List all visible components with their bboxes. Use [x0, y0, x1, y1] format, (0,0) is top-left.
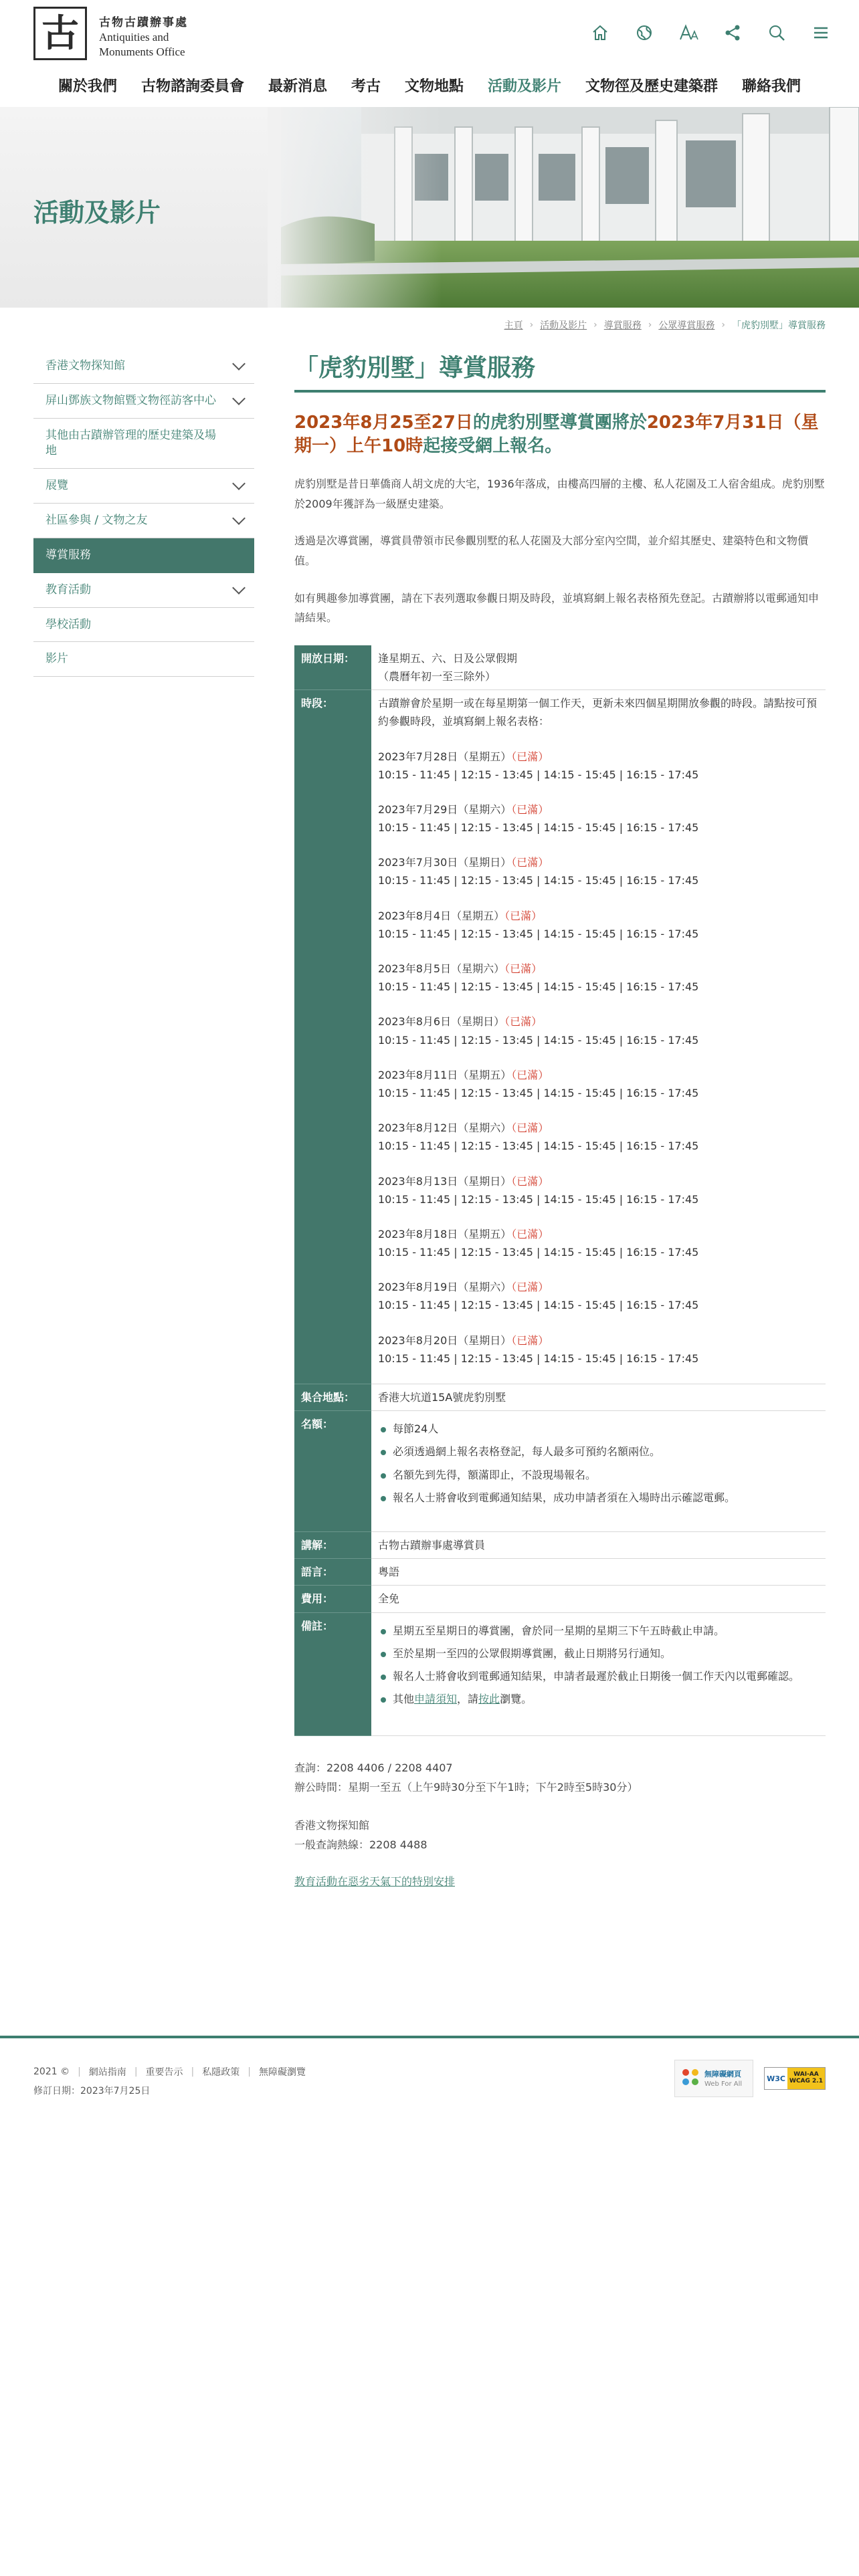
full-status-badge: （已滿） [504, 909, 543, 922]
nav-advisory-board[interactable]: 古物諮詢委員會 [140, 78, 244, 95]
full-status-badge: （已滿） [504, 962, 543, 975]
nav-heritage-sites[interactable]: 文物地點 [405, 78, 464, 95]
sidebar-item-label: 香港文物探知館 [45, 359, 125, 372]
sidebar-item-label: 學校活動 [45, 617, 91, 631]
list-item: 報名人士將會收到電郵通知結果，成功申請者須在入場時出示確認電郵。 [378, 1489, 819, 1507]
font-size-icon[interactable] [677, 21, 700, 44]
globe-icon[interactable] [633, 21, 656, 44]
sidebar [33, 349, 254, 677]
session-times: 10:15 - 11:45 | 12:15 - 13:45 | 14:15 - 15:45 | 16:15 - 17:45 [378, 1299, 699, 1312]
site-footer [0, 2036, 859, 2189]
guide-value: 古物古蹟辦事處導賞員 [371, 1531, 826, 1558]
session-date[interactable]: 2023年8月13日（星期日） [378, 1174, 512, 1188]
full-status-badge: （已滿） [511, 1068, 549, 1081]
quota-list [378, 1420, 819, 1507]
wcag-label: WAI-AA WCAG 2.1 [787, 2068, 825, 2089]
table-row [294, 1411, 826, 1532]
breadcrumb [504, 318, 826, 332]
click-here-link[interactable]: 按此 [478, 1693, 500, 1706]
session-times: 10:15 - 11:45 | 12:15 - 13:45 | 14:15 - 15:45 | 16:15 - 17:45 [378, 1192, 699, 1206]
nav-activities[interactable]: 活動及影片 [488, 78, 562, 95]
registration-paragraph: 如有興趣參加導賞團，請在下表列選取參觀日期及時段，並填寫網上報名表格預先登記。古蹟辦將以電郵通知申請結果。 [294, 591, 820, 625]
open-days-line-2: （農曆年初一至三除外） [378, 669, 496, 683]
session-slot [378, 1225, 819, 1261]
session-date[interactable]: 2023年8月20日（星期日） [378, 1333, 512, 1347]
nav-about[interactable]: 關於我們 [58, 78, 117, 95]
nav-heritage-trails[interactable]: 文物徑及歷史建築群 [585, 78, 719, 95]
table-row [294, 1531, 826, 1558]
session-date-line [378, 1172, 819, 1190]
full-status-badge: （已滿） [511, 750, 549, 763]
session-slot [378, 800, 819, 837]
nav-contact[interactable]: 聯絡我們 [742, 78, 801, 95]
session-date-line [378, 853, 819, 871]
fee-value: 全免 [371, 1586, 826, 1612]
announcement-headline [294, 411, 826, 458]
session-slot [378, 1331, 819, 1368]
revision-date: 修訂日期：2023年7月25日 [33, 2086, 151, 2097]
sessions-label: 時段： [294, 690, 371, 1384]
list-item: 星期五至星期日的導賞團，會於同一星期的星期三下午五時截止申請。 [378, 1622, 819, 1640]
session-slot-list [378, 748, 819, 1380]
sidebar-item-label: 屏山鄧族文物館暨文物徑訪客中心 [45, 393, 216, 407]
contact-info [294, 1759, 826, 1854]
chevron-down-icon[interactable] [232, 393, 246, 406]
sidebar-item-guided-tours[interactable] [33, 538, 254, 573]
session-slot [378, 907, 819, 943]
sidebar-item-discovery-centre[interactable] [33, 349, 254, 384]
session-times: 10:15 - 11:45 | 12:15 - 13:45 | 14:15 - 15:45 | 16:15 - 17:45 [378, 1246, 699, 1259]
crumb-current: 「虎豹別墅」導賞服務 [732, 320, 826, 331]
sidebar-item-other-historic-buildings[interactable] [33, 419, 254, 469]
logo-cn: 古物古蹟辦事處 [99, 16, 188, 29]
page-title: 「虎豹別墅」導賞服務 [294, 349, 826, 393]
language-label: 語言： [294, 1559, 371, 1586]
guide-label: 講解： [294, 1531, 371, 1558]
session-date-line [378, 960, 819, 978]
crumb-sep-icon: › [721, 320, 725, 330]
crumb-sep-icon: › [529, 320, 534, 330]
application-notes-link[interactable]: 申請須知 [414, 1693, 458, 1706]
full-status-badge: （已滿） [504, 1015, 543, 1029]
crumb-guided-tours[interactable]: 導賞服務 [603, 320, 642, 331]
main-content [294, 349, 826, 1889]
tour-info-table [294, 645, 826, 1737]
language-value: 粵語 [371, 1559, 826, 1586]
wcag-badge[interactable] [764, 2067, 826, 2090]
crumb-sep-icon: › [593, 320, 597, 330]
session-date-line [378, 800, 819, 819]
list-item: 必須透過網上報名表格登記，每人最多可預約名額兩位。 [378, 1442, 819, 1461]
session-date-line [378, 1225, 819, 1243]
session-times: 10:15 - 11:45 | 12:15 - 13:45 | 14:15 - 15:45 | 16:15 - 17:45 [378, 980, 699, 994]
web-for-all-badge[interactable] [674, 2060, 753, 2097]
chevron-down-icon[interactable] [232, 477, 246, 490]
main-nav [0, 74, 859, 100]
session-times: 10:15 - 11:45 | 12:15 - 13:45 | 14:15 - 15:45 | 16:15 - 17:45 [378, 874, 699, 887]
session-date-line [378, 1278, 819, 1296]
list-item: 至於星期一至四的公眾假期導賞團，截止日期將另行通知。 [378, 1644, 819, 1662]
session-date[interactable]: 2023年8月19日（星期六） [378, 1281, 512, 1294]
session-slot [378, 960, 819, 996]
remarks-list [378, 1622, 819, 1709]
session-date[interactable]: 2023年8月12日（星期六） [378, 1121, 512, 1135]
list-item: 每節24人 [378, 1420, 819, 1438]
sidebar-item-label: 社區參與 / 文物之友 [45, 513, 148, 527]
sidebar-item-ping-shan-gallery[interactable] [33, 384, 254, 419]
nav-news[interactable]: 最新消息 [268, 78, 327, 95]
table-row [294, 645, 826, 690]
session-date[interactable]: 2023年8月18日（星期五） [378, 1227, 512, 1241]
footer-link-sitemap[interactable]: 網站指南 [88, 2067, 126, 2078]
session-date[interactable]: 2023年7月28日（星期五） [378, 750, 512, 763]
table-row [294, 1586, 826, 1612]
sidebar-item-label: 教育活動 [45, 582, 91, 597]
logo-en-1: Antiquities and [99, 31, 169, 44]
fee-label: 費用： [294, 1586, 371, 1612]
sidebar-item-community[interactable] [33, 504, 254, 538]
chevron-down-icon[interactable] [232, 512, 246, 525]
list-item [378, 1690, 819, 1708]
general-enquiry: 一般查詢熱線：2208 4488 [294, 1838, 427, 1851]
page-banner [0, 107, 859, 308]
session-date-line [378, 1066, 819, 1084]
banner-title: 活動及影片 [33, 198, 161, 227]
table-row [294, 690, 826, 1384]
session-slot [378, 1172, 819, 1208]
full-status-badge: （已滿） [511, 1121, 549, 1135]
session-slot [378, 1012, 819, 1049]
open-days-value [371, 645, 826, 690]
session-date-line [378, 1119, 819, 1137]
footer-badges [674, 2060, 826, 2097]
logo[interactable] [33, 7, 87, 60]
chevron-down-icon[interactable] [232, 358, 246, 371]
badge-subtitle: Web For All [704, 2080, 743, 2088]
table-row [294, 1612, 826, 1736]
banner-fade [268, 107, 442, 308]
crumb-sep-icon: › [648, 320, 652, 330]
sessions-intro: 古蹟辦會於星期一或在每星期第一個工作天，更新未來四個星期開放參觀的時段。請點按可預約參觀時段，並填寫網上報名表格： [378, 697, 818, 728]
bad-weather-arrangements-link[interactable]: 教育活動在惡劣天氣下的特別安排 [294, 1875, 456, 1889]
session-times: 10:15 - 11:45 | 12:15 - 13:45 | 14:15 - 15:45 | 16:15 - 17:45 [378, 1140, 699, 1153]
session-times: 10:15 - 11:45 | 12:15 - 13:45 | 14:15 - 15:45 | 16:15 - 17:45 [378, 1086, 699, 1099]
session-times: 10:15 - 11:45 | 12:15 - 13:45 | 14:15 - 15:45 | 16:15 - 17:45 [378, 768, 699, 781]
footer-link-privacy[interactable]: 私隱政策 [202, 2067, 240, 2078]
session-date[interactable]: 2023年8月11日（星期五） [378, 1068, 512, 1081]
sidebar-item-exhibitions[interactable] [33, 469, 254, 504]
sidebar-item-label: 其他由古蹟辦管理的歷史建築及場地 [45, 428, 216, 457]
tour-paragraph: 透過是次導賞團，導賞員帶領市民參觀別墅的私人花園及大部分室內空間，並介紹其歷史、建築特色和文物價值。 [294, 534, 809, 567]
search-icon[interactable] [765, 21, 788, 44]
header-tools [589, 21, 832, 44]
session-slot [378, 748, 819, 784]
web-for-all-icon [680, 2067, 700, 2087]
sessions-value [371, 690, 826, 1384]
headline-open-date: 2023年7月31日（星期一）上午10時 [294, 413, 819, 457]
copyright: 2021 © [33, 2066, 70, 2077]
chevron-down-icon[interactable] [232, 581, 246, 595]
full-status-badge: （已滿） [511, 1174, 549, 1188]
footer-separator: | [134, 2066, 138, 2077]
list-item: 名額先到先得，額滿即止，不設現場報名。 [378, 1466, 819, 1484]
logo-glyph: 古 [41, 11, 79, 56]
sidebar-item-videos[interactable] [33, 642, 254, 677]
remark-text: 瀏覽。 [500, 1693, 533, 1706]
footer-links [33, 2065, 306, 2078]
footer-link-accessibility[interactable]: 無障礙瀏覽 [258, 2067, 306, 2078]
badge-title: 無障礙網頁 [704, 2070, 741, 2078]
session-date[interactable]: 2023年8月6日（星期日） [378, 1015, 505, 1029]
session-slot [378, 1066, 819, 1102]
full-status-badge: （已滿） [511, 856, 549, 869]
session-date-line [378, 1331, 819, 1350]
list-item: 報名人士將會收到電郵通知結果，申請者最遲於截止日期後一個工作天內以電郵確認。 [378, 1667, 819, 1685]
nav-archaeology[interactable]: 考古 [351, 78, 381, 95]
sidebar-item-school-activities[interactable] [33, 608, 254, 643]
session-date[interactable]: 2023年7月30日（星期日） [378, 856, 512, 869]
share-icon[interactable] [721, 21, 744, 44]
session-slot [378, 853, 819, 889]
enquiry-phone: 查詢：2208 4406 / 2208 4407 [294, 1761, 453, 1775]
sidebar-item-label: 影片 [45, 652, 68, 666]
crumb-activities[interactable]: 活動及影片 [540, 320, 587, 331]
session-date-line [378, 1012, 819, 1031]
menu-icon[interactable] [809, 21, 832, 44]
contact-org: 香港文物探知館 [294, 1818, 370, 1832]
session-times: 10:15 - 11:45 | 12:15 - 13:45 | 14:15 - 15:45 | 16:15 - 17:45 [378, 821, 699, 835]
quota-value [371, 1411, 826, 1532]
footer-separator: | [248, 2066, 251, 2077]
crumb-home[interactable]: 主頁 [504, 320, 523, 331]
headline-text-1: 的虎豹別墅導賞團將於 [472, 413, 647, 433]
office-hours: 辦公時間：星期一至五（上午9時30分至下午1時；下午2時至5時30分） [294, 1781, 638, 1794]
open-days-label: 開放日期： [294, 645, 371, 690]
session-date-line [378, 748, 819, 766]
meeting-point-label: 集合地點： [294, 1384, 371, 1411]
session-slot [378, 1278, 819, 1314]
session-times: 10:15 - 11:45 | 12:15 - 13:45 | 14:15 - 15:45 | 16:15 - 17:45 [378, 1033, 699, 1047]
meeting-point-value: 香港大坑道15A號虎豹別墅 [371, 1384, 826, 1411]
full-status-badge: （已滿） [511, 1227, 549, 1241]
session-times: 10:15 - 11:45 | 12:15 - 13:45 | 14:15 - 15:45 | 16:15 - 17:45 [378, 927, 699, 940]
session-slot [378, 1119, 819, 1155]
footer-link-notices[interactable]: 重要告示 [145, 2067, 183, 2078]
session-date[interactable]: 2023年7月29日（星期六） [378, 802, 512, 816]
home-icon[interactable] [589, 21, 611, 44]
remarks-value [371, 1612, 826, 1736]
full-status-badge: （已滿） [511, 1281, 549, 1294]
full-status-badge: （已滿） [511, 802, 549, 816]
session-date[interactable]: 2023年8月5日（星期六） [378, 962, 505, 975]
headline-text-2: 起接受網上報名。 [423, 436, 563, 457]
logo-en-2: Monuments Office [99, 45, 185, 58]
footer-separator: | [191, 2066, 195, 2077]
site-header [0, 0, 859, 107]
remarks-label: 備註： [294, 1612, 371, 1736]
full-status-badge: （已滿） [511, 1333, 549, 1347]
table-row [294, 1384, 826, 1411]
sidebar-item-label: 展覽 [45, 478, 68, 492]
remark-text: 其他 [393, 1693, 415, 1706]
session-date[interactable]: 2023年8月4日（星期五） [378, 909, 505, 922]
crumb-public-tours[interactable]: 公眾導賞服務 [658, 320, 715, 331]
footer-separator: | [78, 2066, 81, 2077]
quota-label: 名額： [294, 1411, 371, 1532]
remark-text: ，請 [457, 1693, 479, 1706]
logo-text[interactable] [99, 16, 188, 59]
sidebar-item-label: 導賞服務 [45, 548, 91, 562]
open-days-line-1: 逢星期五、六、日及公眾假期 [378, 651, 518, 665]
w3c-label: W3C [765, 2068, 787, 2089]
sidebar-item-education[interactable] [33, 573, 254, 608]
intro-paragraph: 虎豹別墅是昔日華僑商人胡文虎的大宅，1936年落成，由樓高四層的主樓、私人花園及工人宿舍組成。虎豹別墅於2009年獲評為一級歷史建築。 [294, 477, 825, 510]
session-times: 10:15 - 11:45 | 12:15 - 13:45 | 14:15 - 15:45 | 16:15 - 17:45 [378, 1352, 699, 1365]
table-row [294, 1559, 826, 1586]
headline-date-range: 2023年8月25至27日 [294, 413, 473, 433]
session-date-line [378, 907, 819, 925]
